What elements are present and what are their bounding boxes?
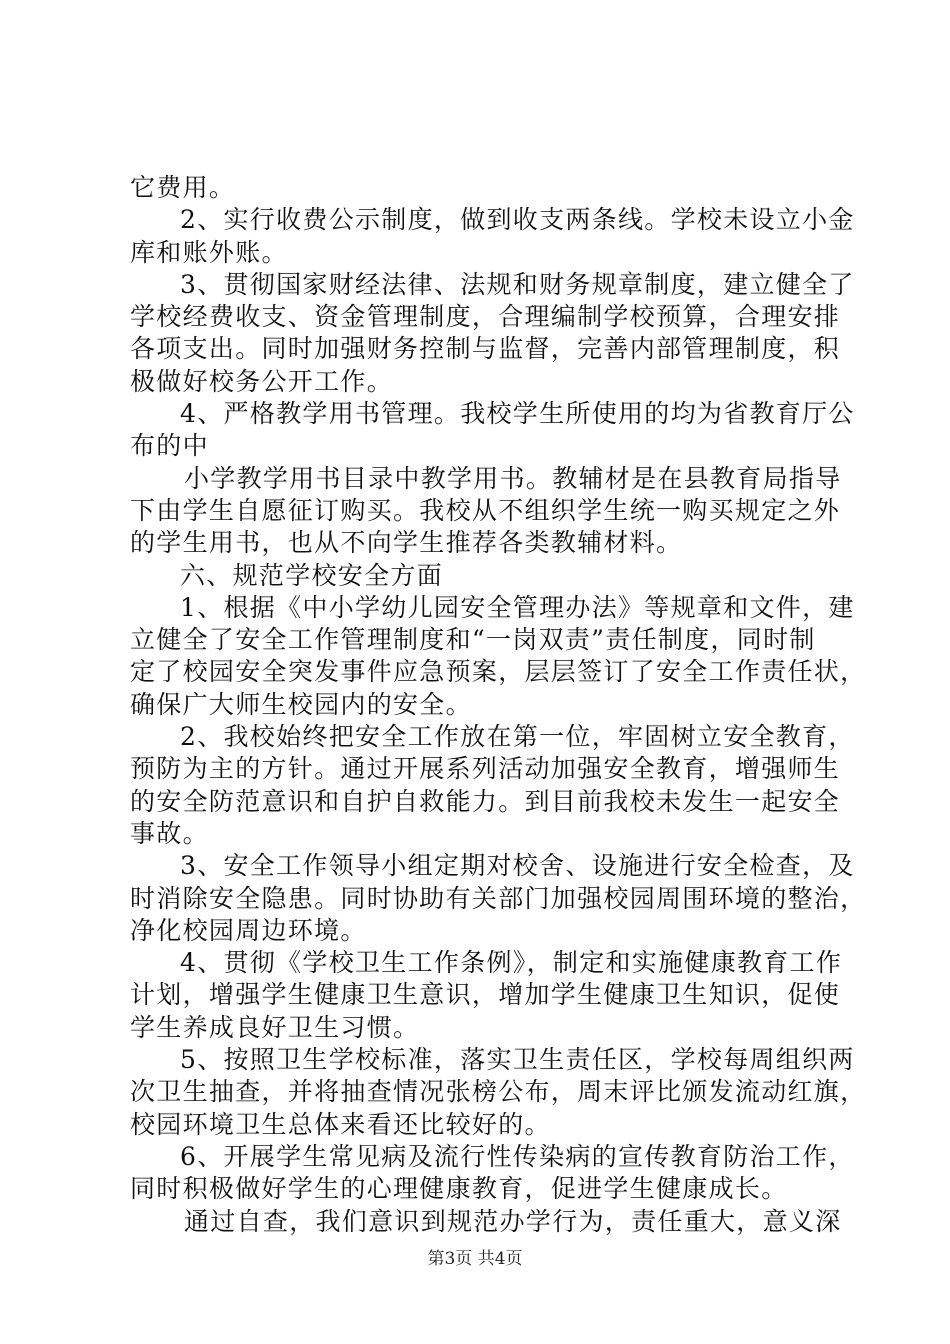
text-line: 立健全了安全工作管理制度和“一岗双责”责任制度，同时制 bbox=[130, 625, 816, 655]
text-line: 时消除安全隐患。同时协助有关部门加强校园周围环境的整治， bbox=[130, 883, 867, 913]
text-line: 的学生用书，也从不向学生推荐各类教辅材料。 bbox=[130, 528, 683, 558]
section-heading: 六、规范学校安全方面 bbox=[180, 560, 444, 590]
text-line: 3、贯彻国家财经法律、法规和财务规章制度，建立健全了 bbox=[180, 269, 855, 299]
text-line: 事故。 bbox=[130, 818, 209, 848]
text-line: 3、安全工作领导小组定期对校舍、设施进行安全检查，及 bbox=[180, 851, 855, 881]
text-line: 的安全防范意识和自护自救能力。到目前我校未发生一起安全 bbox=[130, 786, 841, 816]
text-line: 学生养成良好卫生习惯。 bbox=[130, 1012, 420, 1042]
text-line: 各项支出。同时加强财务控制与监督，完善内部管理制度，积 bbox=[130, 334, 841, 364]
text-line: 小学教学用书目录中教学用书。教辅材是在县教育局指导 bbox=[184, 463, 842, 493]
text-line: 1、根据《中小学幼儿园安全管理办法》等规章和文件，建 bbox=[180, 592, 855, 622]
text-line: 布的中 bbox=[130, 431, 209, 461]
text-line: 4、严格教学用书管理。我校学生所使用的均为省教育厅公 bbox=[180, 399, 855, 429]
page-footer bbox=[0, 1244, 950, 1269]
text-line: 2、实行收费公示制度，做到收支两条线。学校未设立小金 bbox=[180, 205, 855, 235]
text-line: 6、开展学生常见病及流行性传染病的宣传教育防治工作， bbox=[180, 1141, 855, 1171]
text-line: 计划，增强学生健康卫生意识，增加学生健康卫生知识，促使 bbox=[130, 980, 841, 1010]
text-line: 预防为主的方针。通过开展系列活动加强安全教育，增强师生 bbox=[130, 754, 841, 784]
text-line: 定了校园安全突发事件应急预案，层层签订了安全工作责任状， bbox=[130, 657, 867, 687]
text-line: 学校经费收支、资金管理制度，合理编制学校预算，合理安排 bbox=[130, 302, 841, 332]
page-number: 第3页 共4页 bbox=[427, 1249, 523, 1269]
text-line: 它费用。 bbox=[130, 173, 236, 202]
text-line: 同时积极做好学生的心理健康教育，促进学生健康成长。 bbox=[130, 1174, 788, 1204]
text-line: 净化校园周边环境。 bbox=[130, 915, 367, 945]
text-line: 次卫生抽查，并将抽查情况张榜公布，周末评比颁发流动红旗， bbox=[130, 1077, 867, 1107]
text-line: 库和账外账。 bbox=[130, 237, 288, 267]
body-text bbox=[130, 172, 867, 1238]
text-line: 4、贯彻《学校卫生工作条例》，制定和实施健康教育工作 bbox=[180, 948, 843, 978]
text-line: 极做好校务公开工作。 bbox=[130, 366, 394, 396]
text-line: 确保广大师生校园内的安全。 bbox=[130, 689, 472, 719]
text-line: 2、我校始终把安全工作放在第一位，牢固树立安全教育， bbox=[180, 722, 855, 752]
text-line: 通过自查，我们意识到规范办学行为，责任重大，意义深 bbox=[184, 1206, 842, 1236]
text-line: 校园环境卫生总体来看还比较好的。 bbox=[130, 1109, 551, 1139]
text-line: 下由学生自愿征订购买。我校从不组织学生统一购买规定之外 bbox=[130, 495, 841, 525]
text-line: 5、按照卫生学校标准，落实卫生责任区，学校每周组织两 bbox=[180, 1045, 855, 1075]
